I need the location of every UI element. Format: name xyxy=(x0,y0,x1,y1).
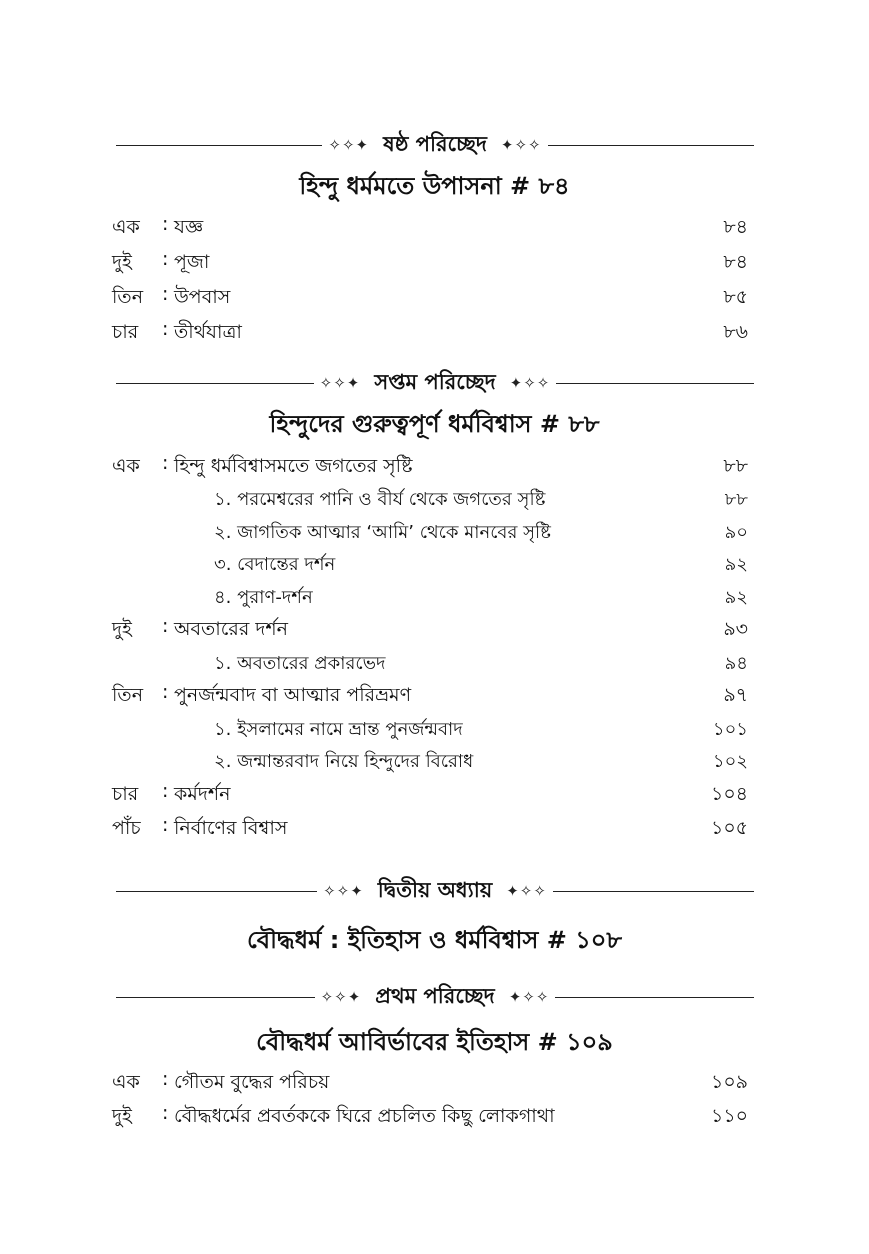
ornament-left-icon: ✧✧✦ xyxy=(319,374,361,392)
subentry-title: ১. ইসলামের নামে ভ্রান্ত পুনর্জন্মবাদ xyxy=(214,719,463,740)
entry-label: এক xyxy=(112,455,140,477)
divider-line-left xyxy=(116,383,314,384)
entry-colon: : xyxy=(162,1068,169,1090)
entry-page: ৯২ xyxy=(724,554,748,575)
ornament-left-icon: ✧✧✦ xyxy=(320,988,362,1006)
subentry-title: ১. পরমেশ্বরের পানি ও বীর্য থেকে জগতের সৃষ্টি xyxy=(214,489,546,510)
entry-label: তিন xyxy=(112,684,144,706)
entry-label: দুই xyxy=(112,1105,132,1127)
toc-entry[interactable] xyxy=(112,780,748,810)
divider-line-right xyxy=(556,383,754,384)
entry-label: তিন xyxy=(112,286,144,308)
entry-colon: : xyxy=(162,814,169,836)
divider-title: দ্বিতীয় অধ্যায় xyxy=(377,877,493,902)
entry-label: এক xyxy=(112,1071,140,1093)
divider-title: ষষ্ঠ পরিচ্ছেদ xyxy=(383,131,487,156)
entry-title: যজ্ঞ xyxy=(174,216,204,238)
entry-colon: : xyxy=(162,681,169,703)
entry-colon: : xyxy=(162,318,169,340)
chapter-heading: বৌদ্ধধর্ম : ইতিহাস ও ধর্মবিশ্বাস # ১০৮ xyxy=(247,926,622,954)
entry-title: পূজা xyxy=(174,251,210,273)
divider-line-right xyxy=(548,145,754,146)
subentry-title: ১. অবতারের প্রকারভেদ xyxy=(214,653,386,674)
toc-subentry[interactable] xyxy=(112,715,748,745)
entry-page: ১০১ xyxy=(712,719,748,740)
section-heading: হিন্দুদের গুরুত্বপূর্ণ ধর্মবিশ্বাস # ৮৮ xyxy=(269,410,600,438)
entry-page: ৯৪ xyxy=(724,653,748,674)
section-divider xyxy=(116,366,754,400)
entry-title: নির্বাণের বিশ্বাস xyxy=(174,817,288,839)
toc-subentry[interactable] xyxy=(112,518,748,548)
entry-page: ৯২ xyxy=(724,587,748,608)
subentry-title: ২. জাগতিক আত্মার ‘আমি’ থেকে মানবের সৃষ্টি xyxy=(214,522,551,543)
entry-title: হিন্দু ধর্মবিশ্বাসমতে জগতের সৃষ্টি xyxy=(174,455,413,477)
toc-entry[interactable] xyxy=(112,814,748,844)
entry-page: ৮৫ xyxy=(723,286,748,308)
entry-page: ৮৮ xyxy=(724,489,748,510)
entry-page: ১০২ xyxy=(712,751,748,772)
subentry-title: ৪. পুরাণ-দর্শন xyxy=(214,587,313,608)
chapter-divider xyxy=(116,874,754,908)
entry-colon: : xyxy=(162,283,169,305)
subentry-title: ২. জন্মান্তরবাদ নিয়ে হিন্দুদের বিরোধ xyxy=(214,751,474,772)
ornament-right-icon: ✦✧✧ xyxy=(506,882,547,900)
toc-entry[interactable] xyxy=(112,615,748,645)
subentry-title: ৩. বেদান্তের দর্শন xyxy=(214,554,336,575)
entry-page: ১০৯ xyxy=(710,1071,748,1093)
toc-entry[interactable] xyxy=(112,213,748,243)
section-heading: হিন্দু ধর্মমতে উপাসনা # ৮৪ xyxy=(299,172,570,200)
entry-page: ৮৬ xyxy=(723,321,748,343)
entry-page: ১০৫ xyxy=(710,817,748,839)
ornament-right-icon: ✦✧✧ xyxy=(508,988,550,1006)
divider-title: সপ্তম পরিচ্ছেদ xyxy=(374,369,496,394)
entry-page: ৮৪ xyxy=(723,216,748,238)
entry-page: ৯৩ xyxy=(723,618,748,640)
entry-page: ৯৭ xyxy=(723,684,748,706)
entry-label: চার xyxy=(112,783,139,805)
divider-line-left xyxy=(116,891,317,892)
entry-label: দুই xyxy=(112,618,132,640)
entry-label: এক xyxy=(112,216,140,238)
entry-colon: : xyxy=(162,1102,169,1124)
ornament-left-icon: ✧✧✦ xyxy=(323,882,364,900)
section-heading: বৌদ্ধধর্ম আবির্ভাবের ইতিহাস # ১০৯ xyxy=(256,1028,613,1056)
toc-entry[interactable] xyxy=(112,318,748,348)
toc-entry[interactable] xyxy=(112,248,748,278)
toc-entry[interactable] xyxy=(112,681,748,711)
toc-subentry[interactable] xyxy=(112,747,748,777)
entry-title: উপবাস xyxy=(174,286,231,308)
section-divider xyxy=(116,128,754,162)
toc-subentry[interactable] xyxy=(112,583,748,613)
ornament-left-icon: ✧✧✦ xyxy=(328,136,370,154)
entry-title: কর্মদর্শন xyxy=(174,783,231,805)
entry-page: ১০৪ xyxy=(710,783,748,805)
entry-colon: : xyxy=(162,213,169,235)
entry-page: ৯০ xyxy=(724,522,748,543)
divider-line-left xyxy=(116,997,315,998)
entry-title: পুনর্জন্মবাদ বা আত্মার পরিভ্রমণ xyxy=(174,684,412,706)
entry-title: তীর্থযাত্রা xyxy=(174,321,242,343)
ornament-right-icon: ✦✧✧ xyxy=(500,136,542,154)
entry-page: ১১০ xyxy=(710,1105,748,1127)
entry-title: বৌদ্ধধর্মের প্রবর্তককে ঘিরে প্রচলিত কিছু লোকগাথা xyxy=(174,1105,555,1127)
toc-entry[interactable] xyxy=(112,1068,748,1098)
toc-entry[interactable] xyxy=(112,1102,748,1132)
entry-title: গৌতম বুদ্ধের পরিচয় xyxy=(174,1071,330,1093)
entry-label: দুই xyxy=(112,251,132,273)
divider-line-right xyxy=(553,891,754,892)
entry-label: চার xyxy=(112,321,139,343)
entry-page: ৮৪ xyxy=(723,251,748,273)
entry-title: অবতারের দর্শন xyxy=(174,618,288,640)
section-divider xyxy=(116,980,754,1014)
toc-entry[interactable] xyxy=(112,283,748,313)
toc-subentry[interactable] xyxy=(112,649,748,679)
toc-subentry[interactable] xyxy=(112,550,748,580)
entry-label: পাঁচ xyxy=(112,817,141,839)
toc-subentry[interactable] xyxy=(112,485,748,515)
entry-page: ৮৮ xyxy=(723,455,748,477)
entry-colon: : xyxy=(162,248,169,270)
ornament-right-icon: ✦✧✧ xyxy=(509,374,551,392)
entry-colon: : xyxy=(162,452,169,474)
entry-colon: : xyxy=(162,615,169,637)
divider-line-left xyxy=(116,145,322,146)
entry-colon: : xyxy=(162,780,169,802)
divider-title: প্রথম পরিচ্ছেদ xyxy=(375,983,495,1008)
toc-entry[interactable] xyxy=(112,452,748,482)
divider-line-right xyxy=(555,997,754,998)
